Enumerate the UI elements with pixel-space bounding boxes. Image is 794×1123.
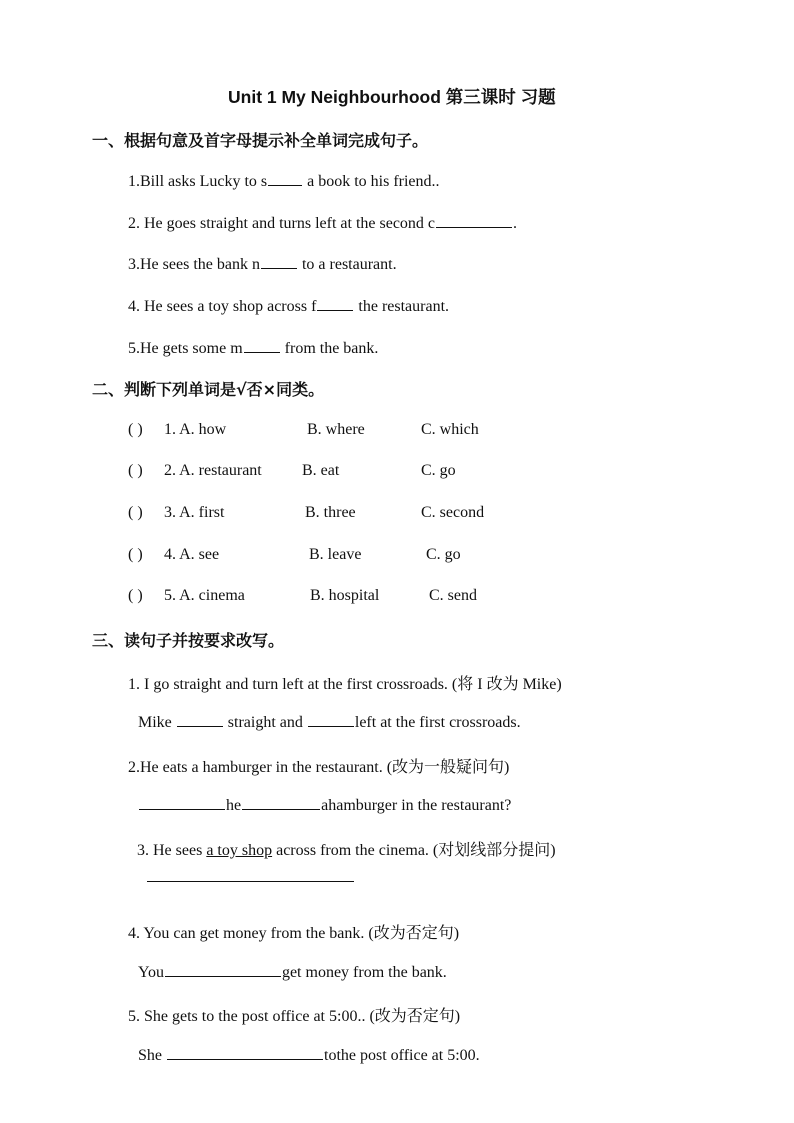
s1-item-3: 3.He sees the bank n to a restaurant. — [128, 256, 397, 273]
answer-paren[interactable]: ( ) — [128, 546, 143, 563]
page-title: Unit 1 My Neighbourhood 第三课时 习题 — [228, 87, 556, 107]
answer-blank[interactable] — [177, 712, 223, 727]
section-1-heading: 一、根据句意及首字母提示补全单词完成句子。 — [92, 131, 429, 150]
s3-q1-text: 1. I go straight and turn left at the first crossroads. (将 I 改为 Mike) — [128, 676, 562, 693]
s3-q5-answer: She tothe post office at 5:00. — [138, 1047, 480, 1064]
s1-item-5: 5.He gets some m from the bank. — [128, 340, 379, 357]
answer-blank[interactable] — [308, 712, 354, 727]
s3-q2-answer: he ahamburger in the restaurant? — [138, 795, 511, 815]
answer-blank[interactable] — [268, 171, 302, 186]
answer-paren[interactable]: ( ) — [128, 421, 143, 438]
answer-paren[interactable]: ( ) — [128, 462, 143, 479]
s3-q4-text: 4. You can get money from the bank. (改为否定句) — [128, 925, 460, 942]
answer-blank[interactable] — [317, 296, 353, 311]
s1-item-2: 2. He goes straight and turns left at the second c . — [128, 215, 518, 232]
answer-blank[interactable] — [167, 1045, 323, 1060]
s3-q3-text: 3. He sees a toy shop across from the cinema. (对划线部分提问) — [137, 842, 556, 859]
answer-blank[interactable] — [242, 795, 320, 810]
underlined-phrase: a toy shop — [206, 842, 273, 859]
section-3-heading: 三、读句子并按要求改写。 — [92, 631, 285, 650]
answer-blank[interactable] — [436, 213, 512, 228]
s1-item-1: 1.Bill asks Lucky to s a book to his friend.. — [128, 173, 440, 190]
answer-line[interactable] — [147, 881, 354, 882]
answer-paren[interactable]: ( ) — [128, 587, 143, 604]
s3-q2-text: 2.He eats a hamburger in the restaurant. (改为一般疑问句) — [128, 759, 510, 776]
answer-blank[interactable] — [244, 338, 280, 353]
s3-q4-answer: You get money from the bank. — [138, 964, 447, 981]
s3-q1-answer: Mike straight and left at the first crossroads. — [138, 714, 521, 731]
s1-item-4: 4. He sees a toy shop across f the restaurant. — [128, 298, 450, 315]
answer-paren[interactable]: ( ) — [128, 504, 143, 521]
answer-blank[interactable] — [165, 962, 281, 977]
answer-blank[interactable] — [261, 254, 297, 269]
answer-blank[interactable] — [139, 795, 225, 810]
section-2-heading: 二、判断下列单词是√否×同类。 — [92, 380, 325, 399]
s3-q5-text: 5. She gets to the post office at 5:00.. (改为否定句) — [128, 1008, 461, 1025]
